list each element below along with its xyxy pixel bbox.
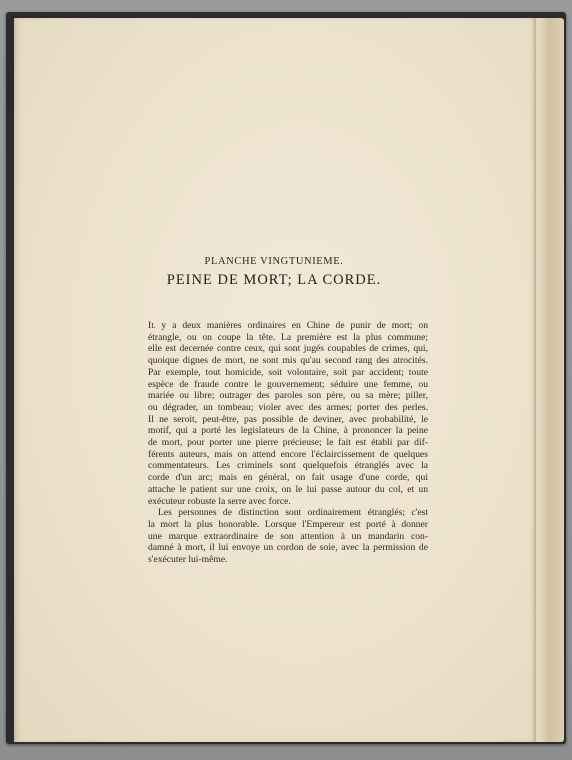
text-line: mariée ou libre; outrager des paroles son père, ou sa mère; piller, [148,390,428,402]
text-line: elle est decernée contre ceux, qui sont jugés coupables de crimes, qui, [148,343,428,355]
body-text [148,320,428,566]
text-line: attache le patient sur une croix, on le lui passe autour du col, et un [148,483,428,495]
text-line: la mort la plus honorable. Lorsque l'Empereur est porté à donner [148,518,428,530]
text-line: motif, qui a porté les legislateurs de la Chine, à prononcer la peine [148,425,428,437]
text-line: Les personnes de distinction sont ordinairement étranglés; c'est [158,507,428,519]
text-line: étrangle, ou on coupe la tête. La première est la plus commune; [148,331,428,343]
text-line: Il y a deux manières ordinaires en Chine de punir de mort; on [148,320,428,331]
text-line: corde d'un arc; mais en général, on fait usage d'une corde, qui [148,472,428,484]
text-line: commentateurs. Les criminels sont quelquefois étranglés avec la [148,460,428,472]
paragraph-2 [148,507,428,566]
text-line: une marque extraordinaire de son attention à un mandarin con- [148,530,428,542]
book-page [14,18,534,742]
text-line: ou dégrader, un tombeau; violer avec des armes; porter des perles. [148,401,428,413]
text-line: Par exemple, tout homicide, soit volontaire, soit par accident; toute [148,366,428,378]
paragraph-1 [148,320,428,507]
text-line: espèce de fraude contre le gouvernement; séduire une femme, ou [148,378,428,390]
text-line: quoique dignes de mort, ne sont mis qu'au second rang des atrocités. [148,355,428,367]
page-title: PEINE DE MORT; LA CORDE. [166,272,382,288]
text-line: s'exécuter lui-même. [148,554,228,566]
text-line: Il ne seroit, peut-être, pas possible de deviner, avec probabilité, le [148,413,428,425]
drop-word: Il [148,320,156,331]
text-line: férents auteurs, mais on attend encore l'éclaircissement de quelques [148,448,428,460]
text-line: de mort, pour porter une pierre précieuse; le fait est établi par dif- [148,437,428,449]
text-line: exécuteur robuste la serre avec force. [148,495,291,507]
plate-heading: PLANCHE VINGTUNIEME. [204,256,344,267]
text-line: damné à mort, il lui envoye un cordon de soie, avec la permission de [148,542,428,554]
